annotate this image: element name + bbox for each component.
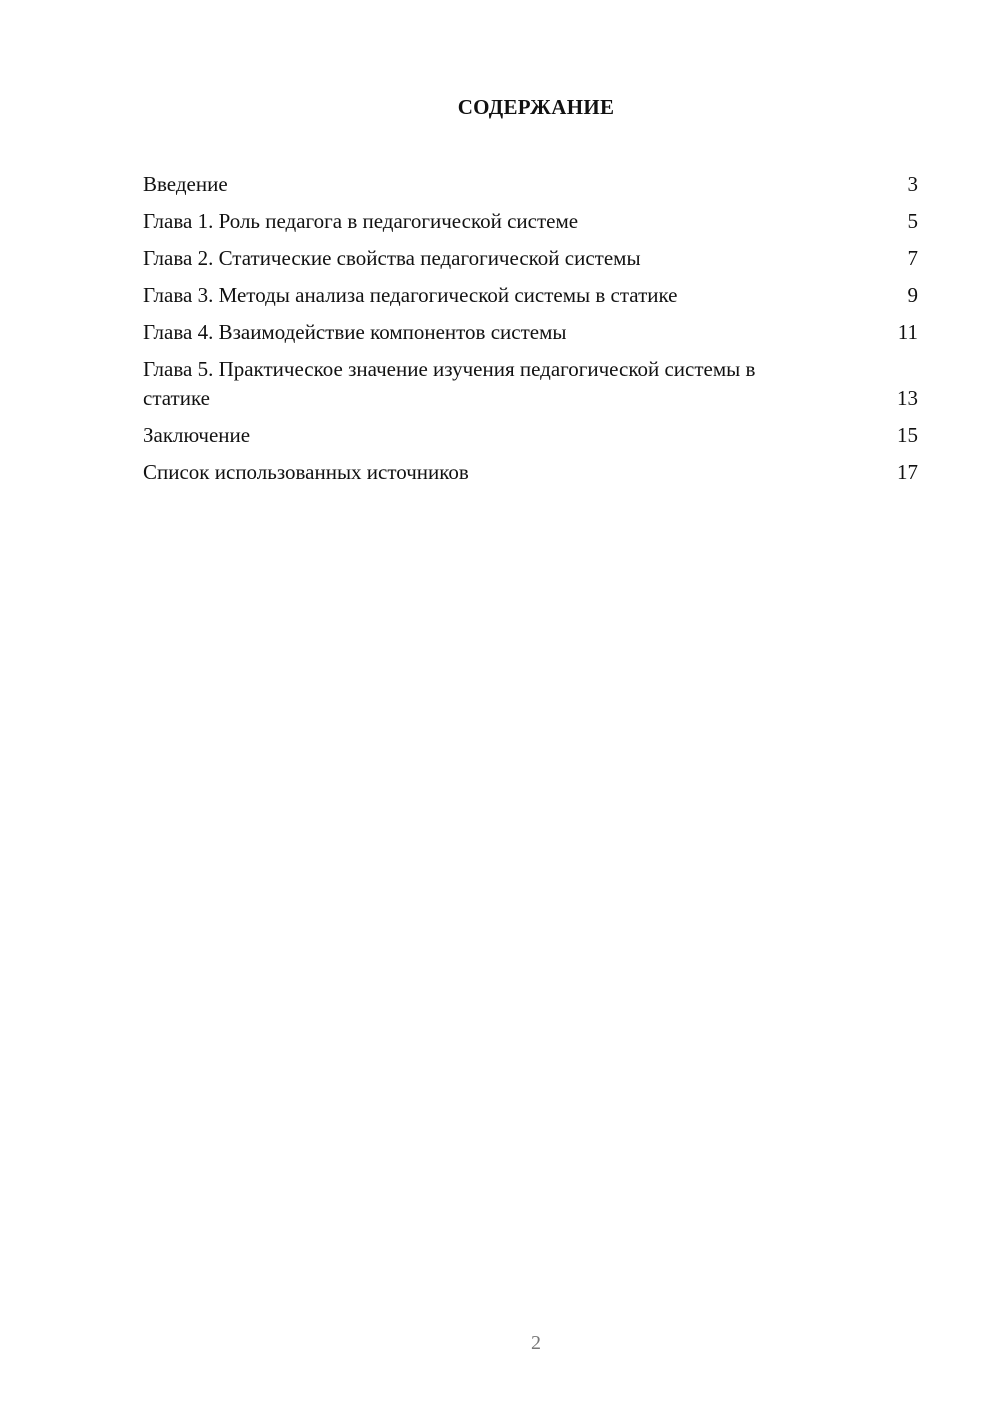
toc-entry-page: 11 bbox=[897, 320, 918, 344]
toc-entry-chapter-4[interactable] bbox=[143, 318, 918, 347]
toc-entry-label: Глава 3. Методы анализа педагогической системы в статике bbox=[143, 283, 678, 307]
toc-entry-chapter-2[interactable] bbox=[143, 244, 918, 273]
toc-entry-chapter-3[interactable] bbox=[143, 281, 918, 310]
toc-entry-conclusion[interactable] bbox=[143, 421, 918, 450]
toc-entry-references[interactable] bbox=[143, 458, 918, 487]
toc-entry-chapter-5[interactable] bbox=[143, 355, 918, 413]
toc-entry-page: 7 bbox=[907, 246, 918, 270]
toc-entry-label: Глава 1. Роль педагога в педагогической системе bbox=[143, 209, 579, 233]
toc-entry-page: 13 bbox=[897, 386, 918, 410]
toc-entry-chapter-1[interactable] bbox=[143, 207, 918, 236]
page-number: 2 bbox=[531, 1332, 541, 1354]
toc-entry-label: Список использованных источников bbox=[143, 460, 469, 484]
toc-entry-label: Введение bbox=[143, 172, 228, 196]
toc-entry-label: Глава 5. Практическое значение изучения педагогической системы в статике bbox=[143, 357, 756, 410]
toc-entry-page: 17 bbox=[897, 460, 918, 484]
toc-entry-introduction[interactable] bbox=[143, 170, 918, 199]
table-of-contents bbox=[143, 170, 918, 495]
toc-entry-label: Заключение bbox=[143, 423, 251, 447]
toc-entry-label: Глава 4. Взаимодействие компонентов системы bbox=[143, 320, 567, 344]
page-title: СОДЕРЖАНИЕ bbox=[457, 95, 615, 119]
toc-entry-page: 15 bbox=[897, 423, 918, 447]
toc-entry-page: 5 bbox=[907, 209, 918, 233]
toc-entry-page: 9 bbox=[907, 283, 918, 307]
toc-entry-page: 3 bbox=[907, 172, 918, 196]
toc-entry-label: Глава 2. Статические свойства педагогической системы bbox=[143, 246, 641, 270]
